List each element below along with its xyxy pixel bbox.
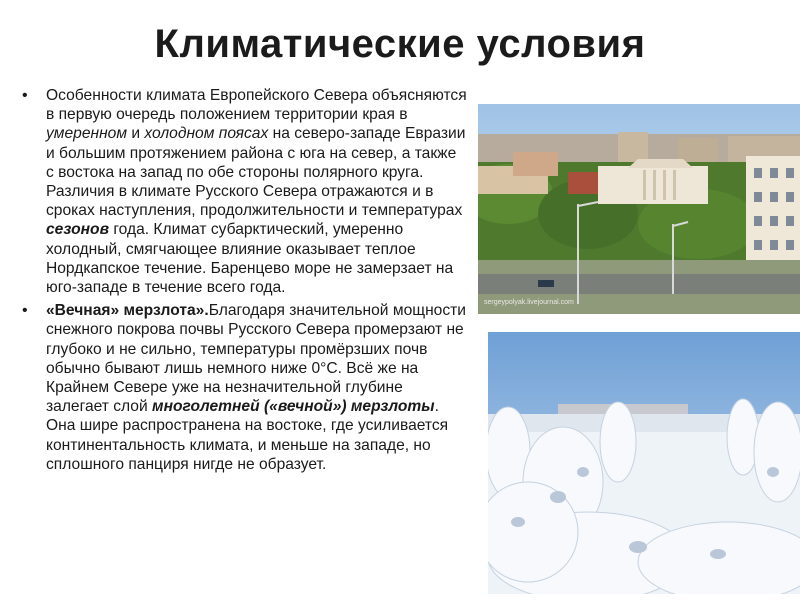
winter-snow-photo	[488, 332, 800, 594]
bullet-text: Особенности климата Европейского Севера объясняются в первую очередь положением территории края в умеренном и холодном поясах на северо-западе Евразии и большим протяжением района с юга на север, а также с востока на запад по обе стороны полярного круга. Различия в климате Русского Севера отражаются и в сроках наступления, продолжительности и температурах сезонов года. Климат субарктический, умеренно холодный, смягчающее влияние оказывает теплое Нордкапское течение. Баренцево море не замерзает на юго-западе в течение всего года.	[46, 87, 467, 297]
summer-city-photo	[478, 104, 800, 314]
slide-body	[20, 86, 468, 478]
bullet-text: «Вечная» мерзлота».Благодаря значительной мощности снежного покрова почвы Русского Севера промерзают не глубоко и не сильно, температуры промёрзших почв обычно бывают лишь немного ниже 0°С. Всё же на Крайнем Севере уже на незначительной глубине залегает слой многолетней («вечной») мерзлоты. Она шире распространена на востоке, где усиливается континентальность климата, и меньше на западе, но сплошного панциря нигде не образует.	[46, 302, 467, 473]
slide-title: Климатические условия	[154, 22, 646, 66]
bullet-permafrost	[20, 301, 468, 474]
bullet-marker: •	[22, 87, 28, 104]
bullet-climate	[20, 86, 468, 297]
bullet-marker: •	[22, 302, 28, 320]
photo-watermark: sergeypolyak.livejournal.com	[484, 299, 574, 306]
